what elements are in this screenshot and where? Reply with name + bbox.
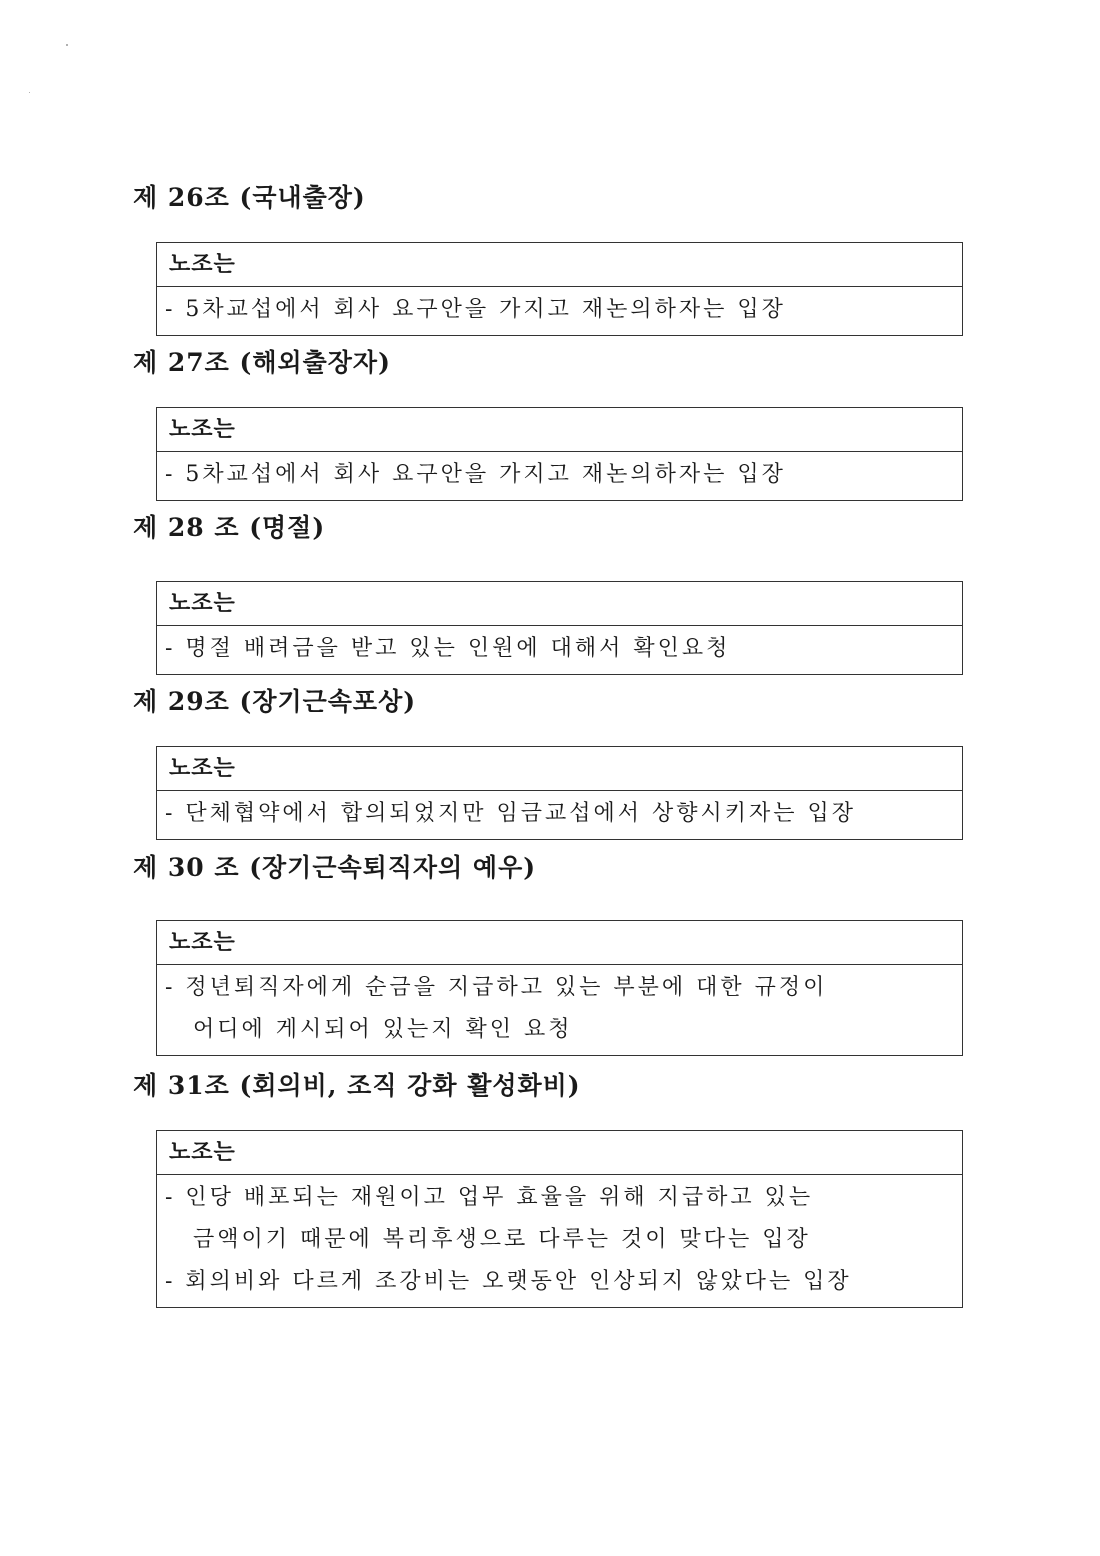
box-line: - 단체협약에서 합의되었지만 임금교섭에서 상향시키자는 입장 bbox=[165, 801, 856, 826]
box-title: 노조는 bbox=[157, 408, 962, 452]
box-title: 노조는 bbox=[157, 747, 962, 791]
box-title: 노조는 bbox=[157, 582, 962, 626]
box-body bbox=[157, 965, 962, 1055]
box-line: - 5차교섭에서 회사 요구안을 가지고 재논의하자는 입장 bbox=[165, 297, 786, 322]
box-line: - 5차교섭에서 회사 요구안을 가지고 재논의하자는 입장 bbox=[165, 462, 786, 487]
box-line: - 회의비와 다르게 조강비는 오랫동안 인상되지 않았다는 입장 bbox=[165, 1269, 852, 1294]
box-line: - 정년퇴직자에게 순금을 지급하고 있는 부분에 대한 규정이 bbox=[165, 975, 828, 1000]
article-box-27 bbox=[156, 407, 963, 501]
box-body bbox=[157, 1175, 962, 1307]
box-body bbox=[157, 626, 962, 674]
article-box-30 bbox=[156, 920, 963, 1056]
article-box-29 bbox=[156, 746, 963, 840]
box-title: 노조는 bbox=[157, 921, 962, 965]
box-line: 어디에 게시되어 있는지 확인 요청 bbox=[193, 1017, 573, 1042]
article-heading-31: 제 31조 (회의비, 조직 강화 활성화비) bbox=[133, 1071, 581, 1100]
box-line: - 명절 배려금을 받고 있는 인원에 대해서 확인요청 bbox=[165, 636, 731, 661]
article-heading-29: 제 29조 (장기근속포상) bbox=[133, 687, 417, 716]
article-box-26 bbox=[156, 242, 963, 336]
box-line: - 인당 배포되는 재원이고 업무 효율을 위해 지급하고 있는 bbox=[165, 1185, 814, 1210]
box-body bbox=[157, 791, 962, 839]
article-heading-27: 제 27조 (해외출장자) bbox=[133, 348, 391, 377]
box-title: 노조는 bbox=[157, 1131, 962, 1175]
article-heading-26: 제 26조 (국내출장) bbox=[133, 183, 366, 212]
box-body bbox=[157, 452, 962, 500]
box-body bbox=[157, 287, 962, 335]
scan-speck bbox=[29, 92, 30, 93]
scan-speck bbox=[66, 44, 68, 46]
article-heading-30: 제 30 조 (장기근속퇴직자의 예우) bbox=[133, 853, 537, 882]
article-box-31 bbox=[156, 1130, 963, 1308]
box-title: 노조는 bbox=[157, 243, 962, 287]
box-line: 금액이기 때문에 복리후생으로 다루는 것이 맞다는 입장 bbox=[193, 1227, 811, 1252]
article-heading-28: 제 28 조 (명절) bbox=[133, 513, 326, 542]
article-box-28 bbox=[156, 581, 963, 675]
